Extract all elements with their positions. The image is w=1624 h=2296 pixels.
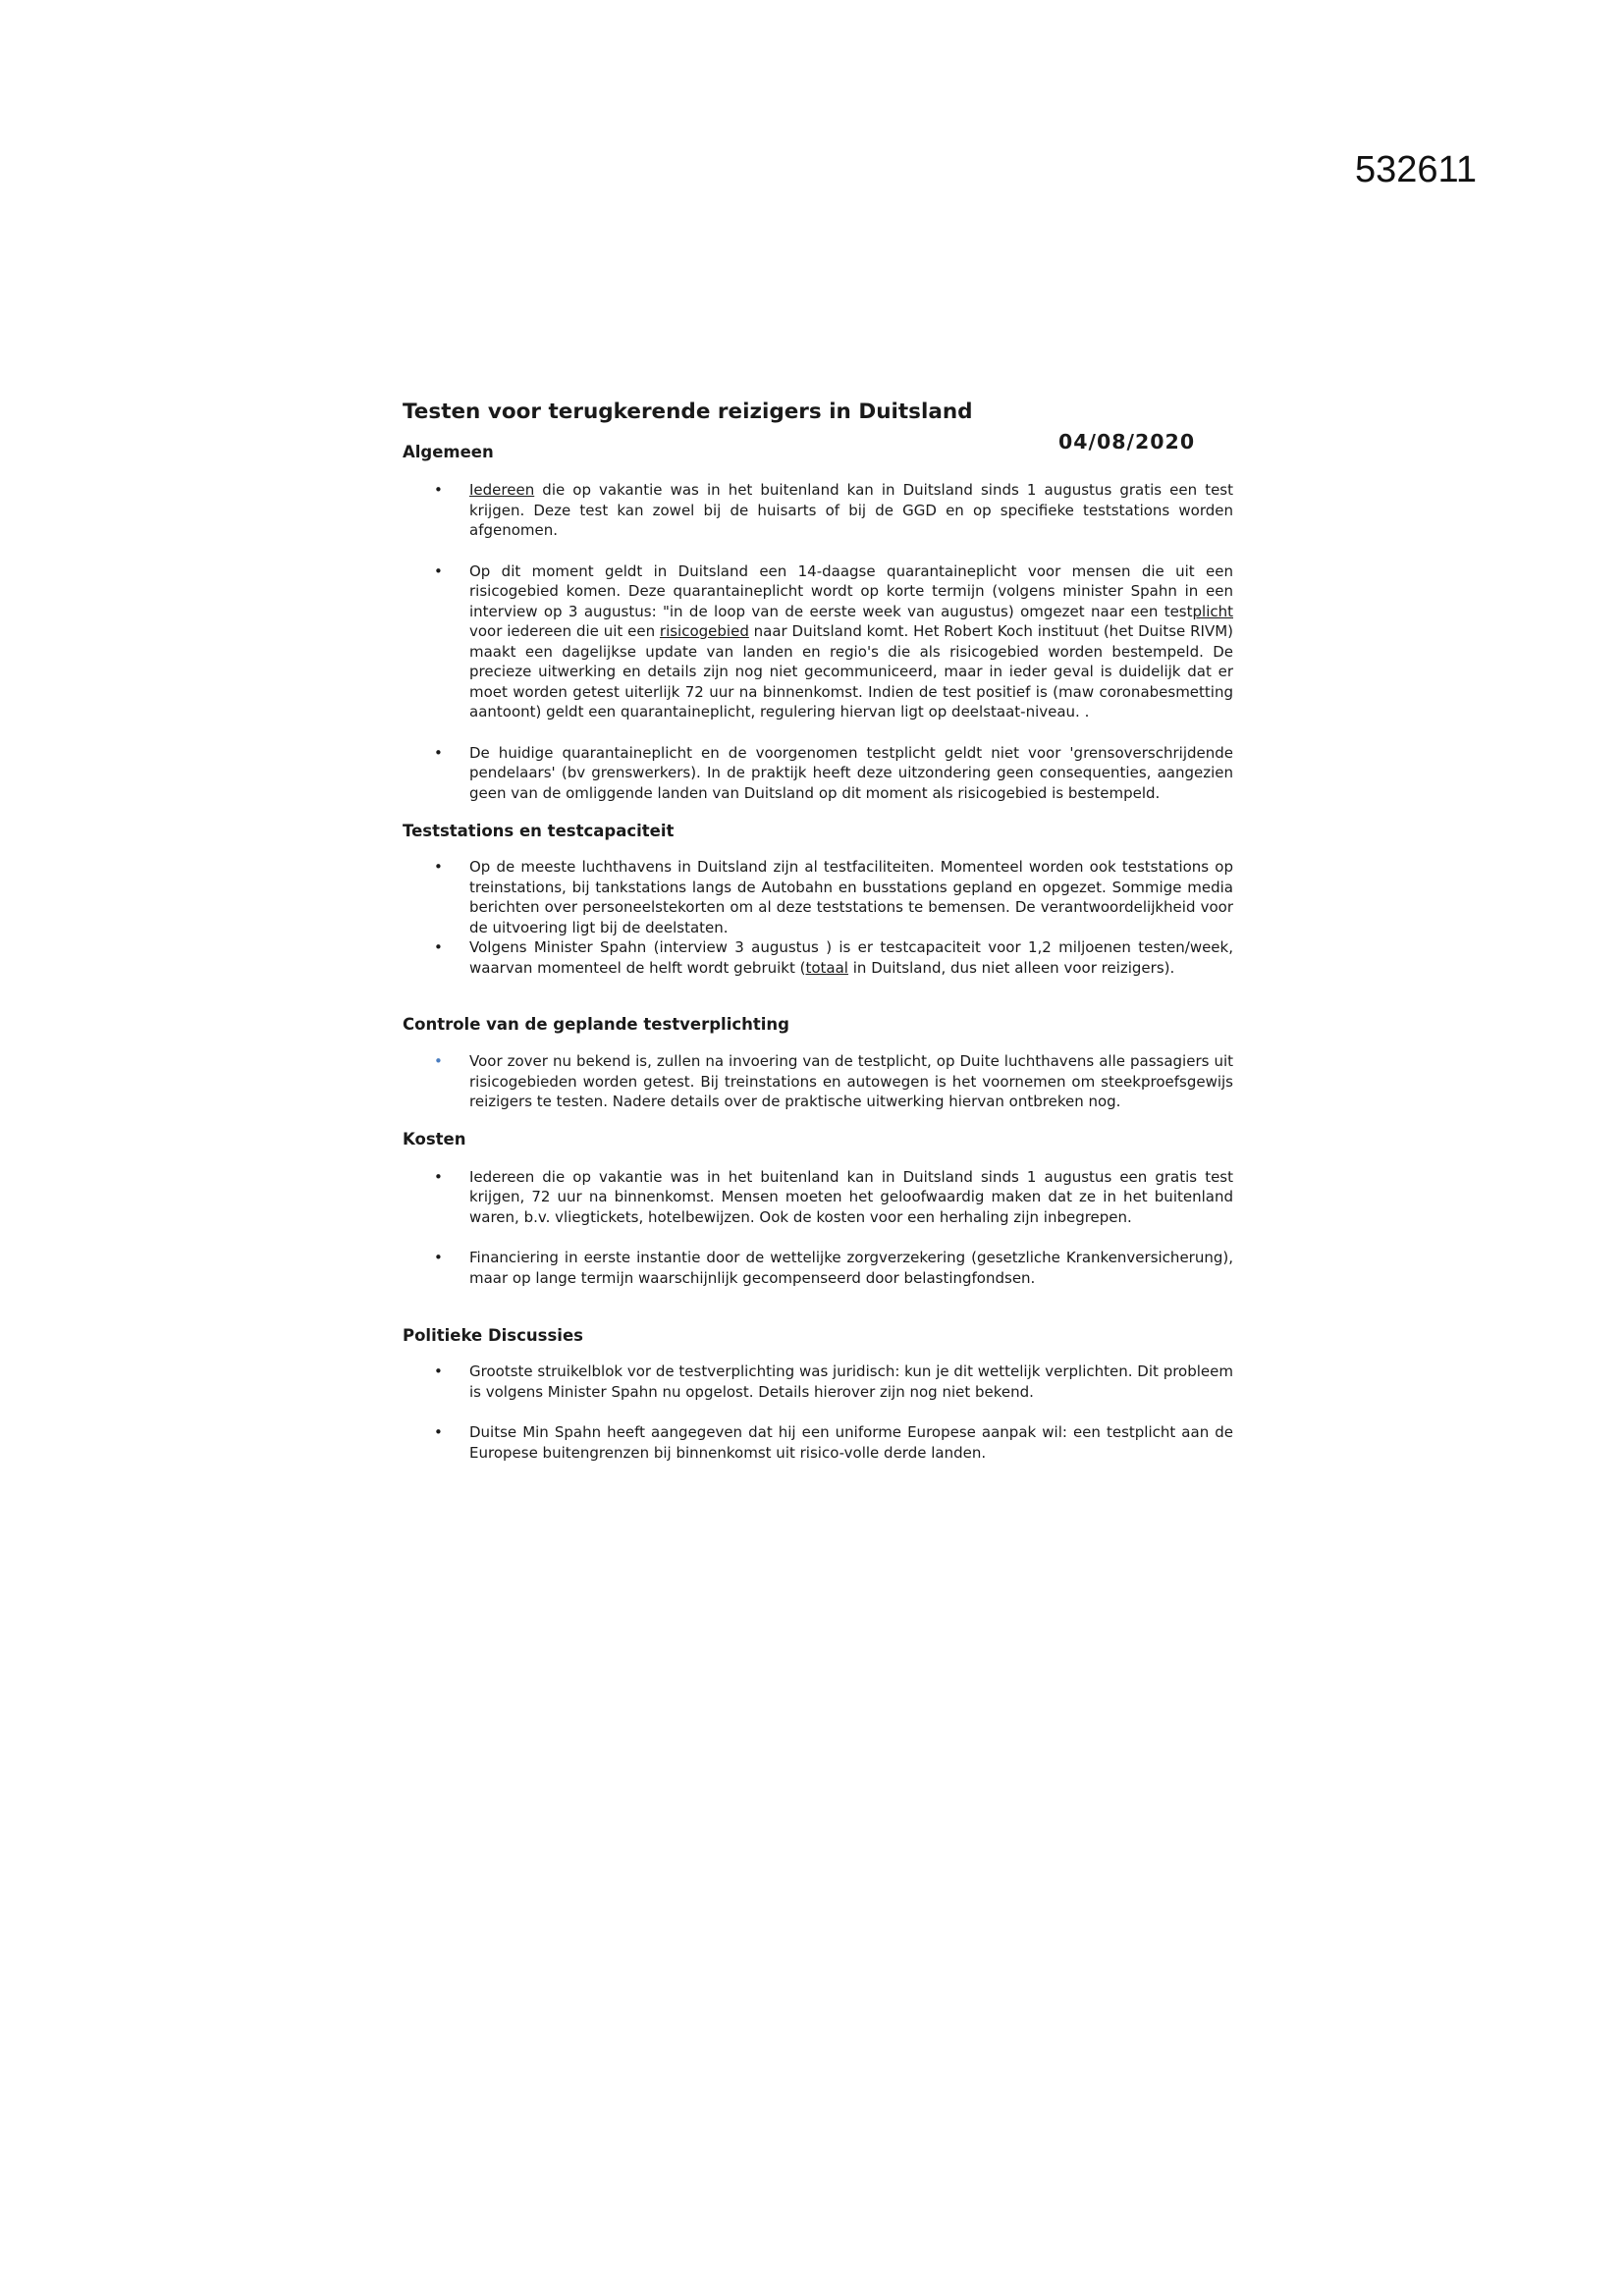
list-item <box>403 480 1233 541</box>
section-heading-controle: Controle van de geplande testverplichting <box>403 1015 789 1034</box>
list-item <box>403 937 1233 978</box>
bullet-icon: • <box>434 1052 443 1070</box>
underlined-text: Iedereen <box>469 481 535 499</box>
item-text: naar Duitsland komt. Het Robert Koch instituut (het Duitse RIVM) maakt een dagelijkse update van landen en regio's die als risicogebied worden bestempeld. De precieze uitwerking en details zijn nog niet gecommuniceerd, maar in ieder geval is duidelijk dat er moet worden getest uiterlijk 72 uur na binnenkomst. Indien de test positief is (maw coronabesmetting aantoont) geldt een quarantaineplicht, regulering hiervan ligt op deelstaat-niveau. . <box>469 622 1234 721</box>
list-item <box>403 857 1233 937</box>
document-number: 532611 <box>1355 149 1477 190</box>
list-item <box>403 1362 1233 1402</box>
bullet-icon: • <box>434 1423 443 1441</box>
document-title: Testen voor terugkerende reizigers in Duitsland <box>403 400 973 424</box>
bullet-icon: • <box>434 858 443 876</box>
section-list-kosten <box>403 1167 1233 1289</box>
document-date: 04/08/2020 <box>1058 430 1196 454</box>
item-text: Duitse Min Spahn heeft aangegeven dat hij een uniforme Europese aanpak wil: een testplicht aan de Europese buitengrenzen bij binnenkomst uit risico-volle derde landen. <box>469 1423 1233 1462</box>
section-list-teststations <box>403 857 1233 978</box>
bullet-icon: • <box>434 1249 443 1266</box>
item-text: voor iedereen die uit een <box>469 622 660 640</box>
item-text: Op dit moment geldt in Duitsland een 14-daagse quarantaineplicht voor mensen die uit een risicogebied komen. Deze quarantaineplicht wordt op korte termijn (volgens minister Spahn in een interview op 3 augustus: "in de loop van de eerste week van augustus) omgezet naar een test <box>469 561 1233 620</box>
list-item <box>403 1167 1233 1228</box>
item-text: Grootste struikelblok vor de testverplichting was juridisch: kun je dit wettelijk verplichten. Dit probleem is volgens Minister Spahn nu opgelost. Details hierover zijn nog niet bekend. <box>469 1362 1233 1401</box>
bullet-icon: • <box>434 561 443 580</box>
bullet-icon: • <box>434 1362 443 1380</box>
item-text: Financiering in eerste instantie door de wettelijke zorgverzekering (gesetzliche Krankenversicherung), maar op lange termijn waarschijnlijk gecompenseerd door belastingfondsen. <box>469 1249 1233 1287</box>
list-item <box>403 561 1233 722</box>
list-item <box>403 1422 1233 1463</box>
bullet-icon: • <box>434 938 443 956</box>
section-list-algemeen <box>403 480 1233 803</box>
section-heading-algemeen: Algemeen <box>403 443 494 461</box>
list-item <box>403 1051 1233 1112</box>
item-text: die op vakantie was in het buitenland kan in Duitsland sinds 1 augustus gratis een test krijgen. Deze test kan zowel bij de huisarts of bij de GGD en op specifieke teststations worden afgenomen. <box>469 481 1233 539</box>
bullet-icon: • <box>434 743 443 762</box>
underlined-text: risicogebied <box>659 622 749 640</box>
item-text: Op de meeste luchthavens in Duitsland zijn al testfaciliteiten. Momenteel worden ook teststations op treinstations, bij tankstations langs de Autobahn en busstations gepland en opgezet. Sommige media berichten over personeelstekorten om al deze teststations te bemensen. De verantwoordelijkheid voor de uitvoering ligt bij de deelstaten. <box>469 858 1233 936</box>
underlined-text: totaal <box>805 958 848 977</box>
list-item <box>403 743 1233 804</box>
section-list-controle <box>403 1051 1233 1112</box>
document-body <box>403 399 1233 1463</box>
bullet-icon: • <box>434 481 443 499</box>
item-text: Iedereen die op vakantie was in het buitenland kan in Duitsland sinds 1 augustus een gratis test krijgen, 72 uur na binnenkomst. Mensen moeten het geloofwaardig maken dat ze in het buitenland waren, b.v. vliegtickets, hotelbewijzen. Ook de kosten voor een herhaling zijn inbegrepen. <box>469 1167 1233 1226</box>
list-item <box>403 1248 1233 1288</box>
underlined-text: plicht <box>1192 602 1233 620</box>
section-heading-kosten: Kosten <box>403 1129 466 1148</box>
section-list-politieke-discussies <box>403 1362 1233 1463</box>
item-text: De huidige quarantaineplicht en de voorgenomen testplicht geldt niet voor 'grensoverschrijdende pendelaars' (bv grenswerkers). In de praktijk heeft deze uitzondering geen consequenties, aangezien geen van de omliggende landen van Duitsland op dit moment als risicogebied is bestempeld. <box>469 743 1233 802</box>
section-heading-politieke-discussies: Politieke Discussies <box>403 1326 583 1345</box>
item-text: Volgens Minister Spahn (interview 3 augustus ) is er testcapaciteit voor 1,2 miljoenen testen/week, waarvan momenteel de helft wordt gebruikt ( <box>469 938 1233 977</box>
item-text: in Duitsland, dus niet alleen voor reizigers). <box>847 958 1175 977</box>
bullet-icon: • <box>434 1167 443 1186</box>
item-text: Voor zover nu bekend is, zullen na invoering van de testplicht, op Duite luchthavens alle passagiers uit risicogebieden worden getest. Bij treinstations en autowegen is het voornemen om steekproefsgewijs reizigers te testen. Nadere details over de praktische uitwerking hiervan ontbreken nog. <box>469 1052 1233 1110</box>
section-heading-teststations: Teststations en testcapaciteit <box>403 822 675 840</box>
